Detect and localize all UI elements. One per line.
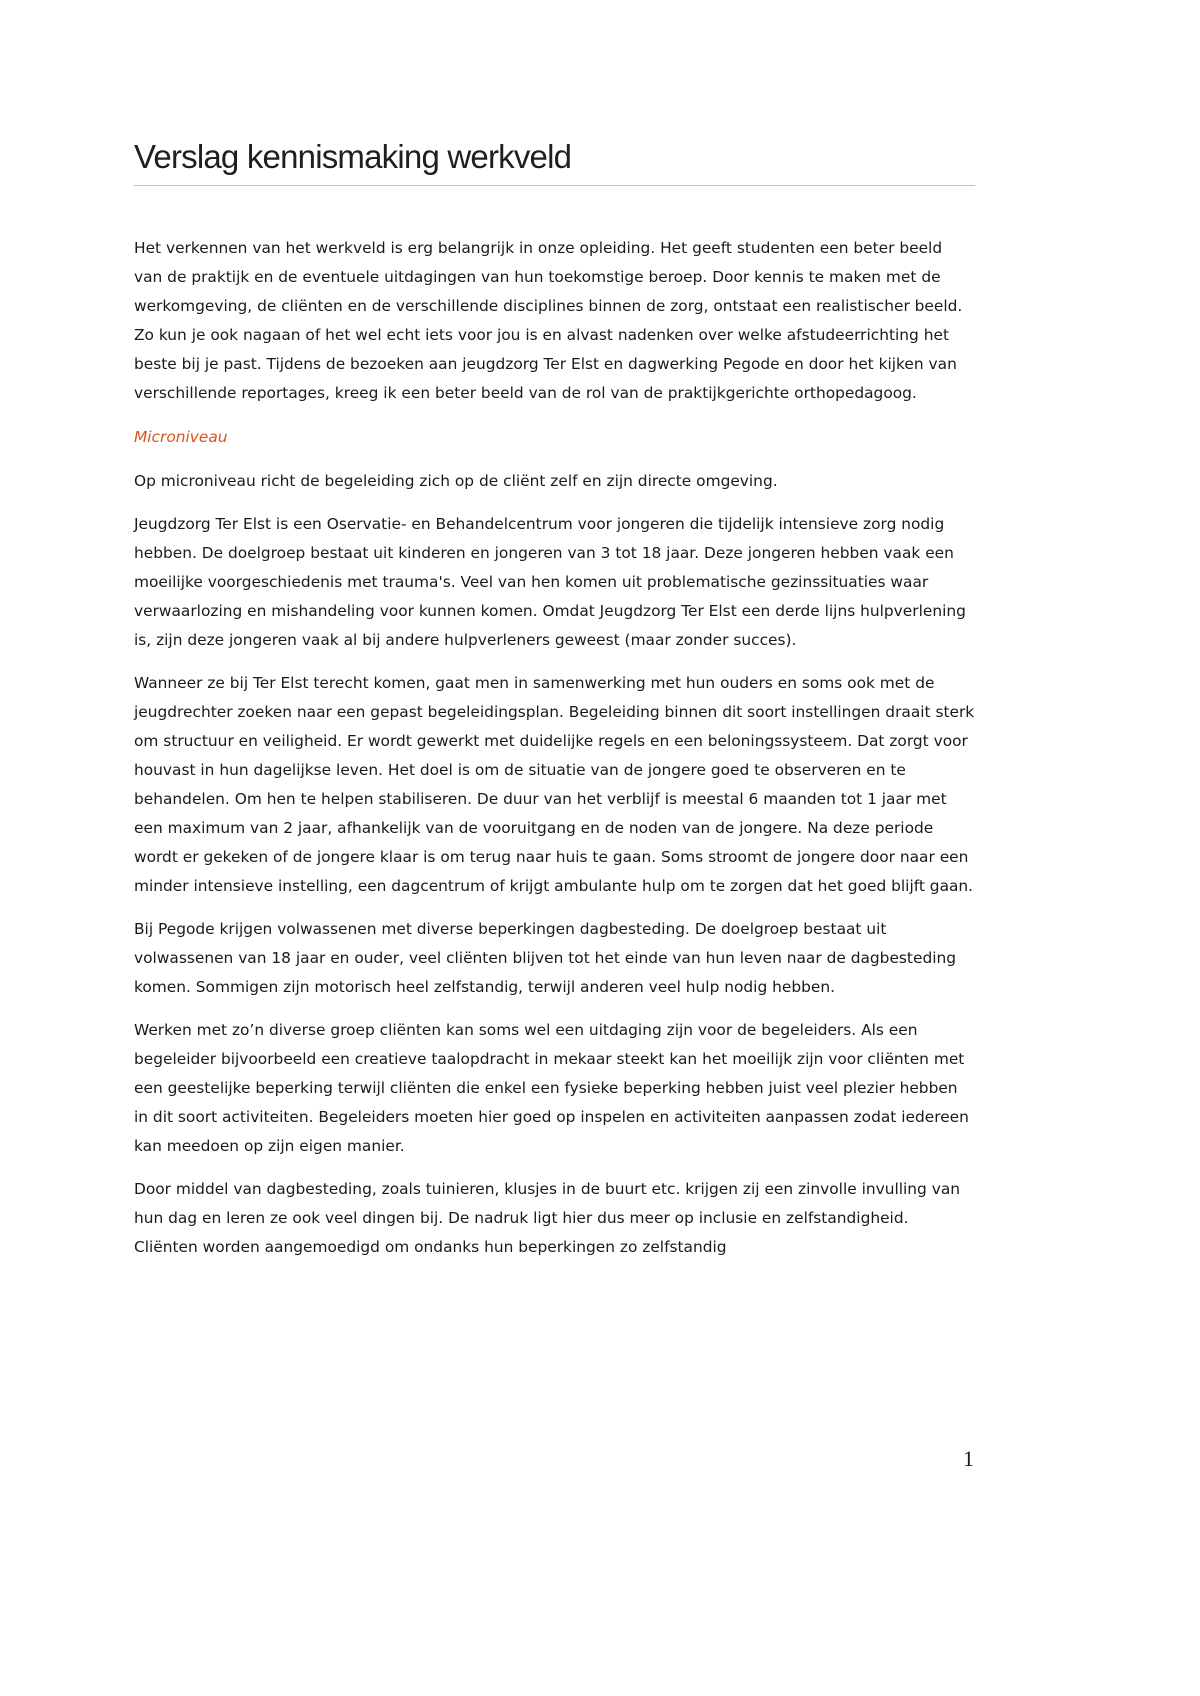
- body-paragraph: Door middel van dagbesteding, zoals tuinieren, klusjes in de buurt etc. krijgen zij een zinvolle invulling van hun dag en leren ze ook veel dingen bij. De nadruk ligt hier dus meer op inclusie en zelfstandigheid. Cliënten worden aangemoedigd om ondanks hun beperkingen zo zelfstandig: [134, 1180, 961, 1256]
- document-body: [134, 234, 975, 1276]
- body-paragraph: Jeugdzorg Ter Elst is een Oservatie- en Behandelcentrum voor jongeren die tijdelijk intensieve zorg nodig hebben. De doelgroep bestaat uit kinderen en jongeren van 3 tot 18 jaar. Deze jongeren hebben vaak een moeilijke voorgeschiedenis met trauma's. Veel van hen komen uit problematische gezinssituaties waar verwaarlozing en mishandeling voor kunnen komen. Omdat Jeugdzorg Ter Elst een derde lijns hulpverlening is, zijn deze jongeren vaak al bij andere hulpverleners geweest (maar zonder succes).: [134, 515, 966, 649]
- page-number: 1: [963, 1446, 974, 1471]
- section-heading: Microniveau: [134, 428, 228, 446]
- body-paragraph: Op microniveau richt de begeleiding zich op de cliënt zelf en zijn directe omgeving.: [134, 472, 778, 490]
- body-paragraph: Werken met zo’n diverse groep cliënten kan soms wel een uitdaging zijn voor de begeleiders. Als een begeleider bijvoorbeeld een creatieve taalopdracht in mekaar steekt kan het moeilijk zijn voor cliënten met een geestelijke beperking terwijl cliënten die enkel een fysieke beperking hebben juist veel plezier hebben in dit soort activiteiten. Begeleiders moeten hier goed op inspelen en activiteiten aanpassen zodat iedereen kan meedoen op zijn eigen manier.: [134, 1021, 969, 1155]
- body-paragraph: Bij Pegode krijgen volwassenen met diverse beperkingen dagbesteding. De doelgroep bestaat uit volwassenen van 18 jaar en ouder, veel cliënten blijven tot het einde van hun leven naar de dagbesteding komen. Sommigen zijn motorisch heel zelfstandig, terwijl anderen veel hulp nodig hebben.: [134, 920, 957, 996]
- title-divider: [134, 185, 975, 186]
- intro-paragraph: Het verkennen van het werkveld is erg belangrijk in onze opleiding. Het geeft studenten een beter beeld van de praktijk en de eventuele uitdagingen van hun toekomstige beroep. Door kennis te maken met de werkomgeving, de cliënten en de verschillende disciplines binnen de zorg, ontstaat een realistischer beeld. Zo kun je ook nagaan of het wel echt iets voor jou is en alvast nadenken over welke afstudeerrichting het beste bij je past. Tijdens de bezoeken aan jeugdzorg Ter Elst en dagwerking Pegode en door het kijken van verschillende reportages, kreeg ik een beter beeld van de rol van de praktijkgerichte orthopedagoog.: [134, 239, 963, 402]
- page-title: Verslag kennismaking werkveld: [134, 138, 572, 175]
- body-paragraph: Wanneer ze bij Ter Elst terecht komen, gaat men in samenwerking met hun ouders en soms ook met de jeugdrechter zoeken naar een gepast begeleidingsplan. Begeleiding binnen dit soort instellingen draait sterk om structuur en veiligheid. Er wordt gewerkt met duidelijke regels en een beloningssysteem. Dat zorgt voor houvast in hun dagelijkse leven. Het doel is om de situatie van de jongere goed te observeren en te behandelen. Om hen te helpen stabiliseren. De duur van het verblijf is meestal 6 maanden tot 1 jaar met een maximum van 2 jaar, afhankelijk van de vooruitgang en de noden van de jongere. Na deze periode wordt er gekeken of de jongere klaar is om terug naar huis te gaan. Soms stroomt de jongere door naar een minder intensieve instelling, een dagcentrum of krijgt ambulante hulp om te zorgen dat het goed blijft gaan.: [134, 674, 975, 895]
